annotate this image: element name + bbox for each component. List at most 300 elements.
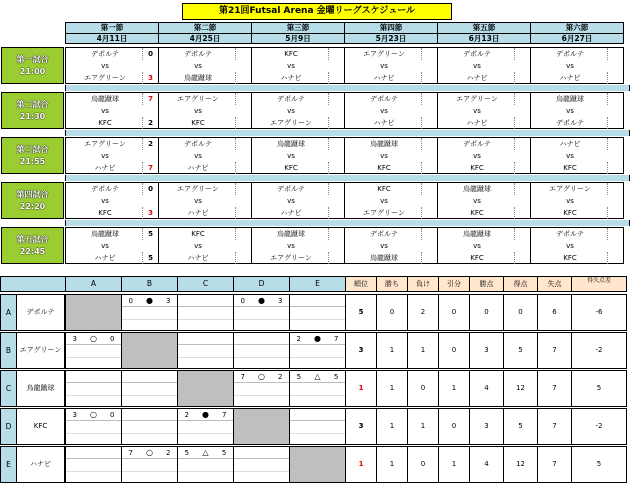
home-team: 烏龍蹴球 [277, 230, 305, 238]
team-name: 烏龍蹴球 [16, 370, 65, 407]
goals-for: 7 [240, 373, 245, 381]
stat-value: 1 [407, 408, 439, 445]
away-score [514, 252, 530, 264]
game-cell[interactable] [251, 47, 345, 84]
vs-label: vs [380, 107, 388, 115]
grid-line [234, 395, 289, 396]
game-cell[interactable] [65, 137, 159, 174]
result-cell [65, 370, 122, 407]
result-line [66, 371, 121, 383]
stat-value: 0 [376, 294, 408, 331]
game-cell[interactable] [158, 137, 252, 174]
vs-label: vs [566, 62, 574, 70]
stat-value: 0 [438, 408, 470, 445]
result-line [290, 371, 345, 383]
away-team: デポルテ [556, 119, 584, 127]
vs-label: vs [101, 62, 109, 70]
match-name: 第二試合 [16, 99, 49, 109]
away-score [328, 117, 344, 129]
vs-label: vs [287, 242, 295, 250]
game-cell[interactable] [530, 137, 624, 174]
round-date: 4月25日 [189, 34, 221, 43]
result-cell [65, 332, 122, 369]
goals-for: 3 [72, 411, 77, 419]
away-score [514, 117, 530, 129]
away-team: ハナビ [94, 164, 116, 172]
result-symbol: △ [202, 448, 209, 457]
home-team: KFC [377, 185, 391, 193]
goals-against: 0 [109, 335, 115, 343]
goals-for: 2 [296, 335, 301, 343]
away-team: ハナビ [559, 74, 581, 82]
page-title: 第21回Futsal Arena 金曜リーグスケジュール [182, 3, 452, 20]
away-score [421, 72, 437, 84]
home-score [421, 93, 437, 105]
stat-value: 3 [469, 408, 504, 445]
result-cell [121, 446, 178, 483]
stat-value: 1 [376, 332, 408, 369]
away-team: KFC [98, 209, 112, 217]
away-team: ハナビ [280, 209, 302, 217]
match-name: 第一試合 [16, 54, 49, 64]
home-team: デポルテ [370, 230, 398, 238]
away-score: 2 [142, 117, 158, 129]
match-time: 21:00 [19, 66, 46, 76]
team-name: エアグリーン [16, 332, 65, 369]
stat-header: 負け [407, 276, 439, 292]
stat-value: 1 [407, 332, 439, 369]
stat-header: 失点 [537, 276, 572, 292]
home-team: デポルテ [184, 50, 212, 58]
match-games-row [65, 182, 623, 219]
grid-line [66, 395, 121, 396]
away-score [235, 117, 251, 129]
game-cell[interactable] [251, 137, 345, 174]
opponent-header: A [65, 276, 122, 292]
vs-label: vs [473, 62, 481, 70]
result-symbol: ● [257, 296, 265, 305]
home-score [607, 228, 623, 240]
stat-value: 4 [469, 446, 504, 483]
home-score [235, 228, 251, 240]
result-line [178, 333, 233, 345]
goals-against: 7 [221, 411, 227, 419]
round-date: 5月23日 [375, 34, 407, 43]
vs-label: vs [287, 152, 295, 160]
away-team: 烏龍蹴球 [370, 254, 398, 262]
away-score [328, 252, 344, 264]
result-line [234, 447, 289, 459]
home-score [607, 93, 623, 105]
goals-for: 7 [128, 449, 133, 457]
away-team: KFC [563, 254, 577, 262]
game-cell[interactable] [344, 92, 438, 129]
vs-label: vs [380, 197, 388, 205]
home-score: 0 [142, 48, 158, 60]
team-letter: C [0, 370, 17, 407]
grid-line [178, 357, 233, 358]
away-score [328, 72, 344, 84]
result-line [66, 447, 121, 459]
stat-value: 5 [503, 408, 538, 445]
stat-value: 7 [537, 446, 572, 483]
home-score [235, 183, 251, 195]
home-team: エアグリーン [363, 50, 405, 58]
home-team: デポルテ [91, 50, 119, 58]
match-label [1, 137, 64, 174]
home-team: デポルテ [277, 95, 305, 103]
match-time: 22:45 [19, 246, 46, 256]
away-team: KFC [563, 209, 577, 217]
home-team: KFC [284, 50, 298, 58]
goals-against: 7 [333, 335, 339, 343]
team-name: ハナビ [16, 446, 65, 483]
away-team: ハナビ [373, 119, 395, 127]
result-line [122, 447, 177, 459]
stat-value: 5 [571, 446, 627, 483]
result-line [234, 333, 289, 345]
match-games-row [65, 47, 623, 84]
stat-header: 得点 [503, 276, 538, 292]
stat-value: -6 [571, 294, 627, 331]
home-score [514, 138, 530, 150]
match-time: 21:30 [19, 111, 46, 121]
stat-header: 得失点差 [571, 276, 627, 292]
home-score: 7 [142, 93, 158, 105]
result-cell [289, 370, 346, 407]
away-score [607, 162, 623, 174]
game-cell[interactable] [437, 47, 531, 84]
stat-value: 5 [571, 370, 627, 407]
rank-value: 3 [345, 408, 377, 445]
goals-against: 2 [165, 449, 171, 457]
away-team: ハナビ [373, 74, 395, 82]
team-letter: E [0, 446, 17, 483]
home-team: エアグリーン [177, 95, 219, 103]
stat-header: 引分 [438, 276, 470, 292]
away-team: ハナビ [187, 164, 209, 172]
away-score [421, 252, 437, 264]
grid-line [290, 357, 345, 358]
game-cell[interactable] [437, 92, 531, 129]
match-label [1, 92, 64, 129]
result-cell [177, 408, 234, 445]
game-cell[interactable] [530, 227, 624, 264]
home-team: 烏龍蹴球 [370, 140, 398, 148]
rank-value: 3 [345, 332, 377, 369]
home-team: デポルテ [370, 95, 398, 103]
grid-line [122, 471, 177, 472]
home-team: 烏龍蹴球 [91, 95, 119, 103]
result-symbol: ● [313, 334, 321, 343]
round-header-row [65, 22, 623, 44]
result-line [178, 409, 233, 421]
match-block [0, 227, 630, 264]
home-score [514, 93, 530, 105]
vs-label: vs [380, 62, 388, 70]
away-score [607, 117, 623, 129]
away-team: 烏龍蹴球 [184, 74, 212, 82]
home-team: 烏龍蹴球 [463, 185, 491, 193]
home-team: デポルテ [91, 185, 119, 193]
result-cell [65, 408, 122, 445]
away-score [235, 207, 251, 219]
result-symbol: ● [201, 410, 209, 419]
home-score [607, 138, 623, 150]
goals-for: 3 [72, 335, 77, 343]
stat-header: 勝点 [469, 276, 504, 292]
away-score [421, 207, 437, 219]
stat-value: 0 [503, 294, 538, 331]
home-team: デポルテ [556, 50, 584, 58]
away-score [421, 162, 437, 174]
game-cell[interactable] [251, 182, 345, 219]
away-score: 3 [142, 72, 158, 84]
away-score [235, 72, 251, 84]
home-score [328, 48, 344, 60]
game-cell[interactable] [65, 47, 159, 84]
round-header [530, 22, 624, 44]
vs-label: vs [101, 242, 109, 250]
match-games-row [65, 137, 623, 174]
home-team: 烏龍蹴球 [556, 95, 584, 103]
result-cell [121, 370, 178, 407]
stat-header: 順位 [345, 276, 377, 292]
self-cell [65, 294, 122, 331]
home-team: デポルテ [463, 50, 491, 58]
vs-label: vs [566, 242, 574, 250]
vs-label: vs [566, 107, 574, 115]
result-symbol: ○ [145, 448, 153, 457]
stat-value: 1 [376, 446, 408, 483]
away-score [328, 162, 344, 174]
stat-value: 7 [537, 408, 572, 445]
grid-line [122, 395, 177, 396]
stat-value: 7 [537, 370, 572, 407]
away-team: エアグリーン [270, 254, 312, 262]
rank-value: 1 [345, 370, 377, 407]
away-team: KFC [284, 164, 298, 172]
home-team: 烏龍蹴球 [91, 230, 119, 238]
home-team: エアグリーン [177, 185, 219, 193]
game-cell[interactable] [437, 227, 531, 264]
away-score [421, 117, 437, 129]
team-letter: A [0, 294, 17, 331]
grid-line [178, 433, 233, 434]
vs-label: vs [566, 152, 574, 160]
result-symbol: ○ [89, 334, 97, 343]
game-cell[interactable] [344, 47, 438, 84]
away-team: エアグリーン [270, 119, 312, 127]
stat-value: 0 [438, 332, 470, 369]
result-line [122, 409, 177, 421]
home-team: デポルテ [463, 140, 491, 148]
away-team: ハナビ [466, 74, 488, 82]
home-score [514, 183, 530, 195]
home-score [328, 138, 344, 150]
away-team: KFC [470, 254, 484, 262]
vs-label: vs [287, 62, 295, 70]
stat-value: 0 [469, 294, 504, 331]
game-cell[interactable] [251, 227, 345, 264]
away-score: 3 [142, 207, 158, 219]
away-team: KFC [191, 119, 205, 127]
home-score [235, 93, 251, 105]
vs-label: vs [194, 197, 202, 205]
round-header [158, 22, 252, 44]
result-cell [233, 332, 290, 369]
result-line [234, 295, 289, 307]
home-score: 0 [142, 183, 158, 195]
vs-label: vs [194, 62, 202, 70]
game-cell[interactable] [437, 182, 531, 219]
result-cell [233, 446, 290, 483]
home-team: 烏龍蹴球 [277, 140, 305, 148]
home-score [235, 138, 251, 150]
game-cell[interactable] [65, 92, 159, 129]
self-cell [233, 408, 290, 445]
result-cell [177, 294, 234, 331]
game-cell[interactable] [530, 92, 624, 129]
team-name: デポルテ [16, 294, 65, 331]
home-score [235, 48, 251, 60]
result-line [290, 409, 345, 421]
away-score [607, 72, 623, 84]
round-date: 5月9日 [285, 34, 311, 43]
away-score [514, 72, 530, 84]
grid-line [66, 471, 121, 472]
game-cell[interactable] [344, 182, 438, 219]
corner-cell [0, 276, 66, 292]
game-cell[interactable] [437, 137, 531, 174]
home-score [328, 228, 344, 240]
result-line [234, 371, 289, 383]
match-block [0, 137, 630, 174]
goals-against: 3 [277, 297, 283, 305]
home-score [328, 93, 344, 105]
game-cell[interactable] [158, 92, 252, 129]
home-score [607, 183, 623, 195]
result-cell [289, 332, 346, 369]
round-header [344, 22, 438, 44]
game-cell[interactable] [158, 47, 252, 84]
game-cell[interactable] [65, 227, 159, 264]
grid-line [66, 357, 121, 358]
grid-line [122, 433, 177, 434]
game-cell[interactable] [158, 182, 252, 219]
home-team: エアグリーン [84, 140, 126, 148]
round-header [251, 22, 345, 44]
game-cell[interactable] [65, 182, 159, 219]
match-games-row [65, 92, 623, 129]
goals-for: 0 [128, 297, 133, 305]
grid-line [178, 319, 233, 320]
grid-line [178, 471, 233, 472]
vs-label: vs [194, 152, 202, 160]
result-line [290, 295, 345, 307]
result-cell [289, 294, 346, 331]
round-name: 第四節 [345, 23, 437, 34]
match-games-row [65, 227, 623, 264]
stat-value: 1 [438, 370, 470, 407]
result-cell [65, 446, 122, 483]
grid-line [290, 433, 345, 434]
result-symbol: △ [314, 372, 321, 381]
home-team: 烏龍蹴球 [463, 230, 491, 238]
game-cell[interactable] [530, 47, 624, 84]
result-line [66, 409, 121, 421]
stat-value: 6 [537, 294, 572, 331]
stat-value: 1 [376, 408, 408, 445]
result-cell [233, 370, 290, 407]
round-name: 第三節 [252, 23, 344, 34]
vs-label: vs [473, 107, 481, 115]
away-score [514, 207, 530, 219]
home-score [421, 228, 437, 240]
game-cell[interactable] [251, 92, 345, 129]
vs-label: vs [287, 107, 295, 115]
self-cell [177, 370, 234, 407]
stat-value: 12 [503, 370, 538, 407]
result-line [122, 371, 177, 383]
round-date: 6月13日 [468, 34, 500, 43]
round-date: 6月27日 [561, 34, 593, 43]
away-team: KFC [377, 164, 391, 172]
goals-against: 5 [221, 449, 227, 457]
vs-label: vs [194, 107, 202, 115]
match-label [1, 182, 64, 219]
stat-value: 0 [407, 370, 439, 407]
game-cell[interactable] [344, 227, 438, 264]
round-name: 第二節 [159, 23, 251, 34]
game-cell[interactable] [158, 227, 252, 264]
away-team: KFC [98, 119, 112, 127]
stat-value: 1 [438, 446, 470, 483]
result-line [122, 295, 177, 307]
stat-value: 1 [376, 370, 408, 407]
away-team: KFC [470, 209, 484, 217]
round-name: 第六節 [531, 23, 623, 34]
goals-against: 0 [109, 411, 115, 419]
away-team: KFC [563, 164, 577, 172]
goals-for: 2 [184, 411, 189, 419]
away-score [235, 252, 251, 264]
game-cell[interactable] [530, 182, 624, 219]
round-name: 第五節 [438, 23, 530, 34]
game-cell[interactable] [344, 137, 438, 174]
away-team: エアグリーン [84, 74, 126, 82]
stat-value: 3 [469, 332, 504, 369]
match-time: 21:55 [19, 156, 46, 166]
goals-against: 5 [333, 373, 339, 381]
home-team: KFC [191, 230, 205, 238]
home-team: エアグリーン [456, 95, 498, 103]
vs-label: vs [473, 242, 481, 250]
result-cell [177, 332, 234, 369]
away-score [607, 207, 623, 219]
match-name: 第五試合 [16, 234, 49, 244]
grid-line [122, 319, 177, 320]
home-team: エアグリーン [549, 185, 591, 193]
stat-header: 勝ち [376, 276, 408, 292]
stat-value: 2 [407, 294, 439, 331]
away-team: エアグリーン [363, 209, 405, 217]
opponent-header: B [121, 276, 178, 292]
grid-line [290, 319, 345, 320]
result-line [66, 333, 121, 345]
grid-line [66, 433, 121, 434]
round-name: 第一節 [66, 23, 158, 34]
